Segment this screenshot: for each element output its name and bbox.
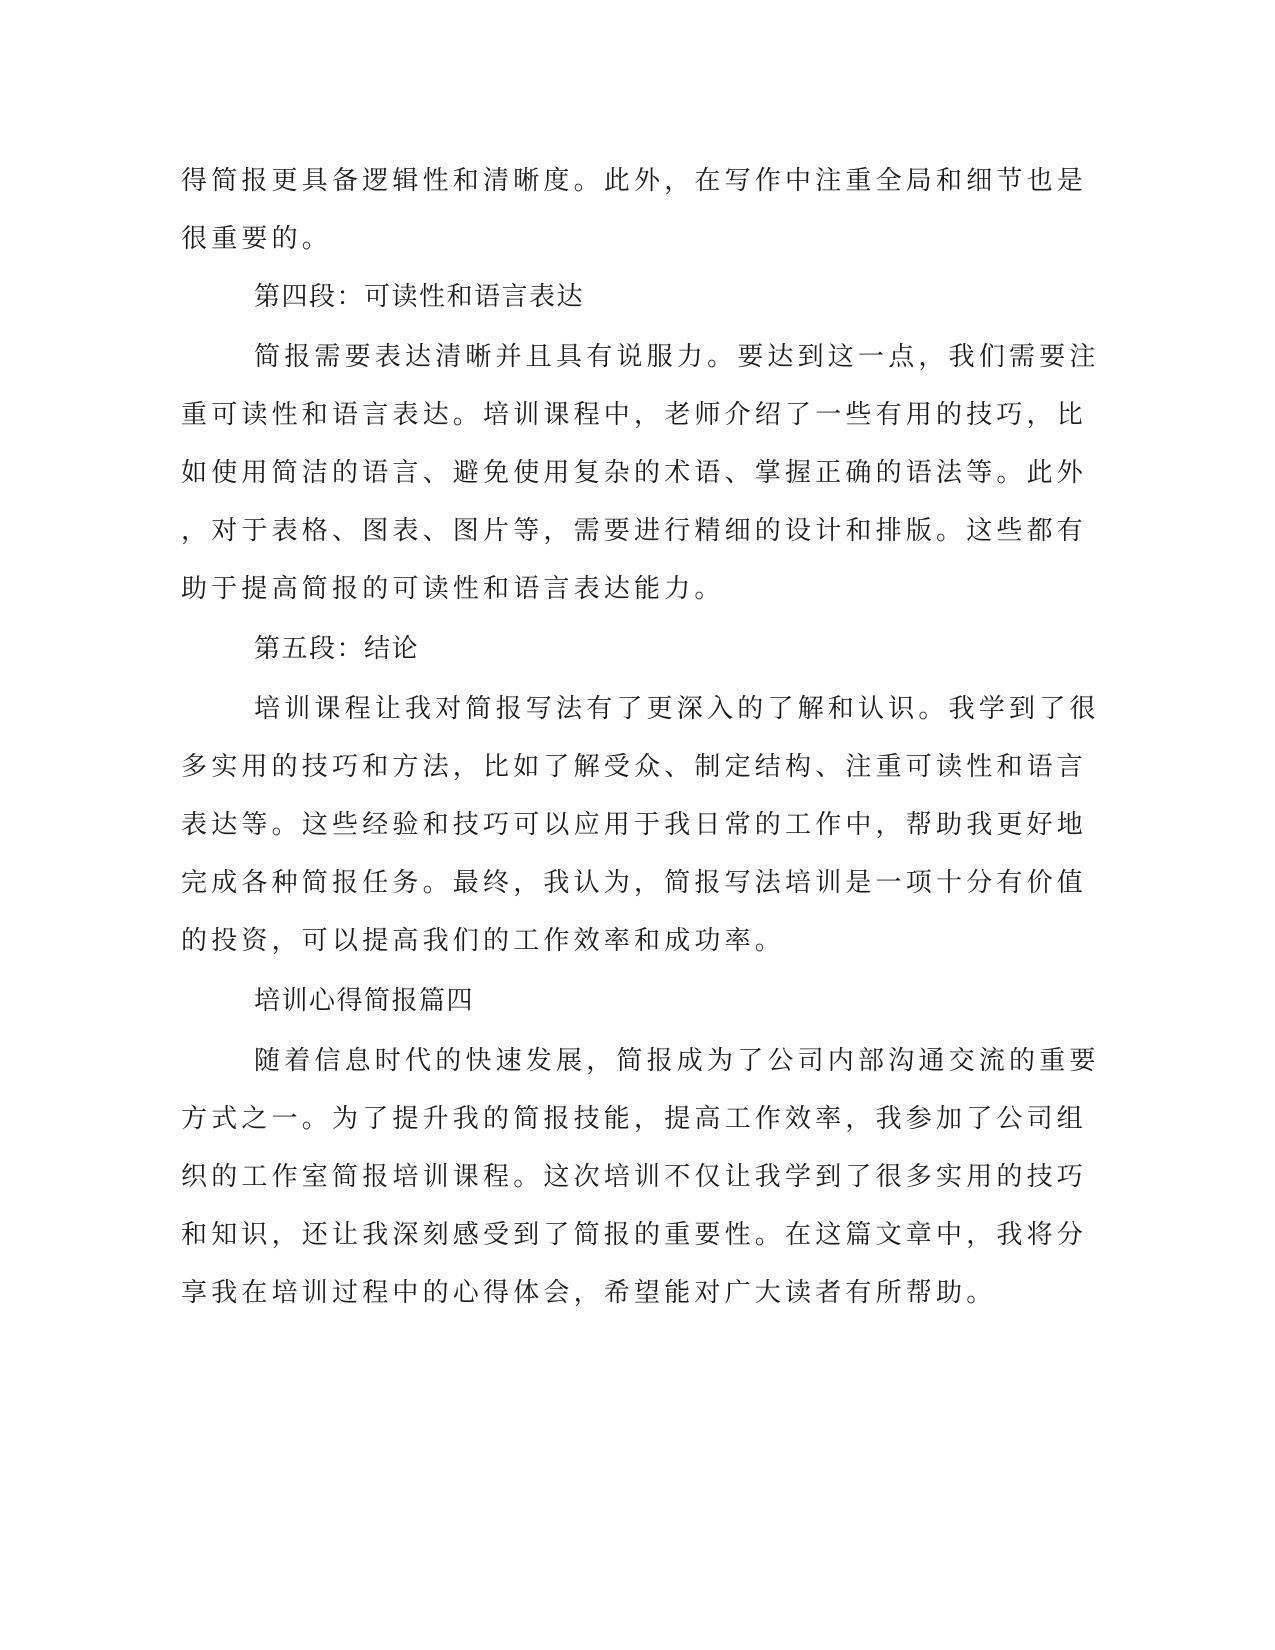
paragraph-line: 和知识，还让我深刻感受到了简报的重要性。在这篇文章中，我将分 bbox=[181, 1220, 1088, 1250]
paragraph-line: 完成各种简报任务。最终，我认为，简报写法培训是一项十分有价值 bbox=[181, 868, 1088, 898]
paragraph-line: 方式之一。为了提升我的简报技能，提高工作效率，我参加了公司组 bbox=[181, 1104, 1088, 1134]
paragraph-line: 得简报更具备逻辑性和清晰度。此外，在写作中注重全局和细节也是 bbox=[181, 166, 1088, 196]
paragraph-line: 重可读性和语言表达。培训课程中，老师介绍了一些有用的技巧，比 bbox=[181, 400, 1088, 430]
paragraph-line: 很重要的。 bbox=[181, 224, 333, 254]
paragraph-line: ，对于表格、图表、图片等，需要进行精细的设计和排版。这些都有 bbox=[181, 516, 1088, 546]
section-heading: 第五段：结论 bbox=[254, 634, 420, 664]
paragraph-line: 享我在培训过程中的心得体会，希望能对广大读者有所帮助。 bbox=[181, 1278, 997, 1308]
paragraph-line: 织的工作室简报培训课程。这次培训不仅让我学到了很多实用的技巧 bbox=[181, 1162, 1088, 1192]
paragraph-line: 如使用简洁的语言、避免使用复杂的术语、掌握正确的语法等。此外 bbox=[181, 458, 1088, 488]
paragraph-line: 助于提高简报的可读性和语言表达能力。 bbox=[181, 574, 725, 604]
paragraph-line: 表达等。这些经验和技巧可以应用于我日常的工作中，帮助我更好地 bbox=[181, 810, 1088, 840]
paragraph-line: 简报需要表达清晰并且具有说服力。要达到这一点，我们需要注 bbox=[254, 342, 1100, 372]
section-heading: 培训心得简报篇四 bbox=[254, 986, 475, 1016]
paragraph-line: 培训课程让我对简报写法有了更深入的了解和认识。我学到了很 bbox=[254, 694, 1100, 724]
section-heading: 第四段：可读性和语言表达 bbox=[254, 282, 585, 312]
paragraph-line: 的投资，可以提高我们的工作效率和成功率。 bbox=[181, 926, 786, 956]
paragraph-line: 随着信息时代的快速发展，简报成为了公司内部沟通交流的重要 bbox=[254, 1046, 1100, 1076]
paragraph-line: 多实用的技巧和方法，比如了解受众、制定结构、注重可读性和语言 bbox=[181, 752, 1088, 782]
